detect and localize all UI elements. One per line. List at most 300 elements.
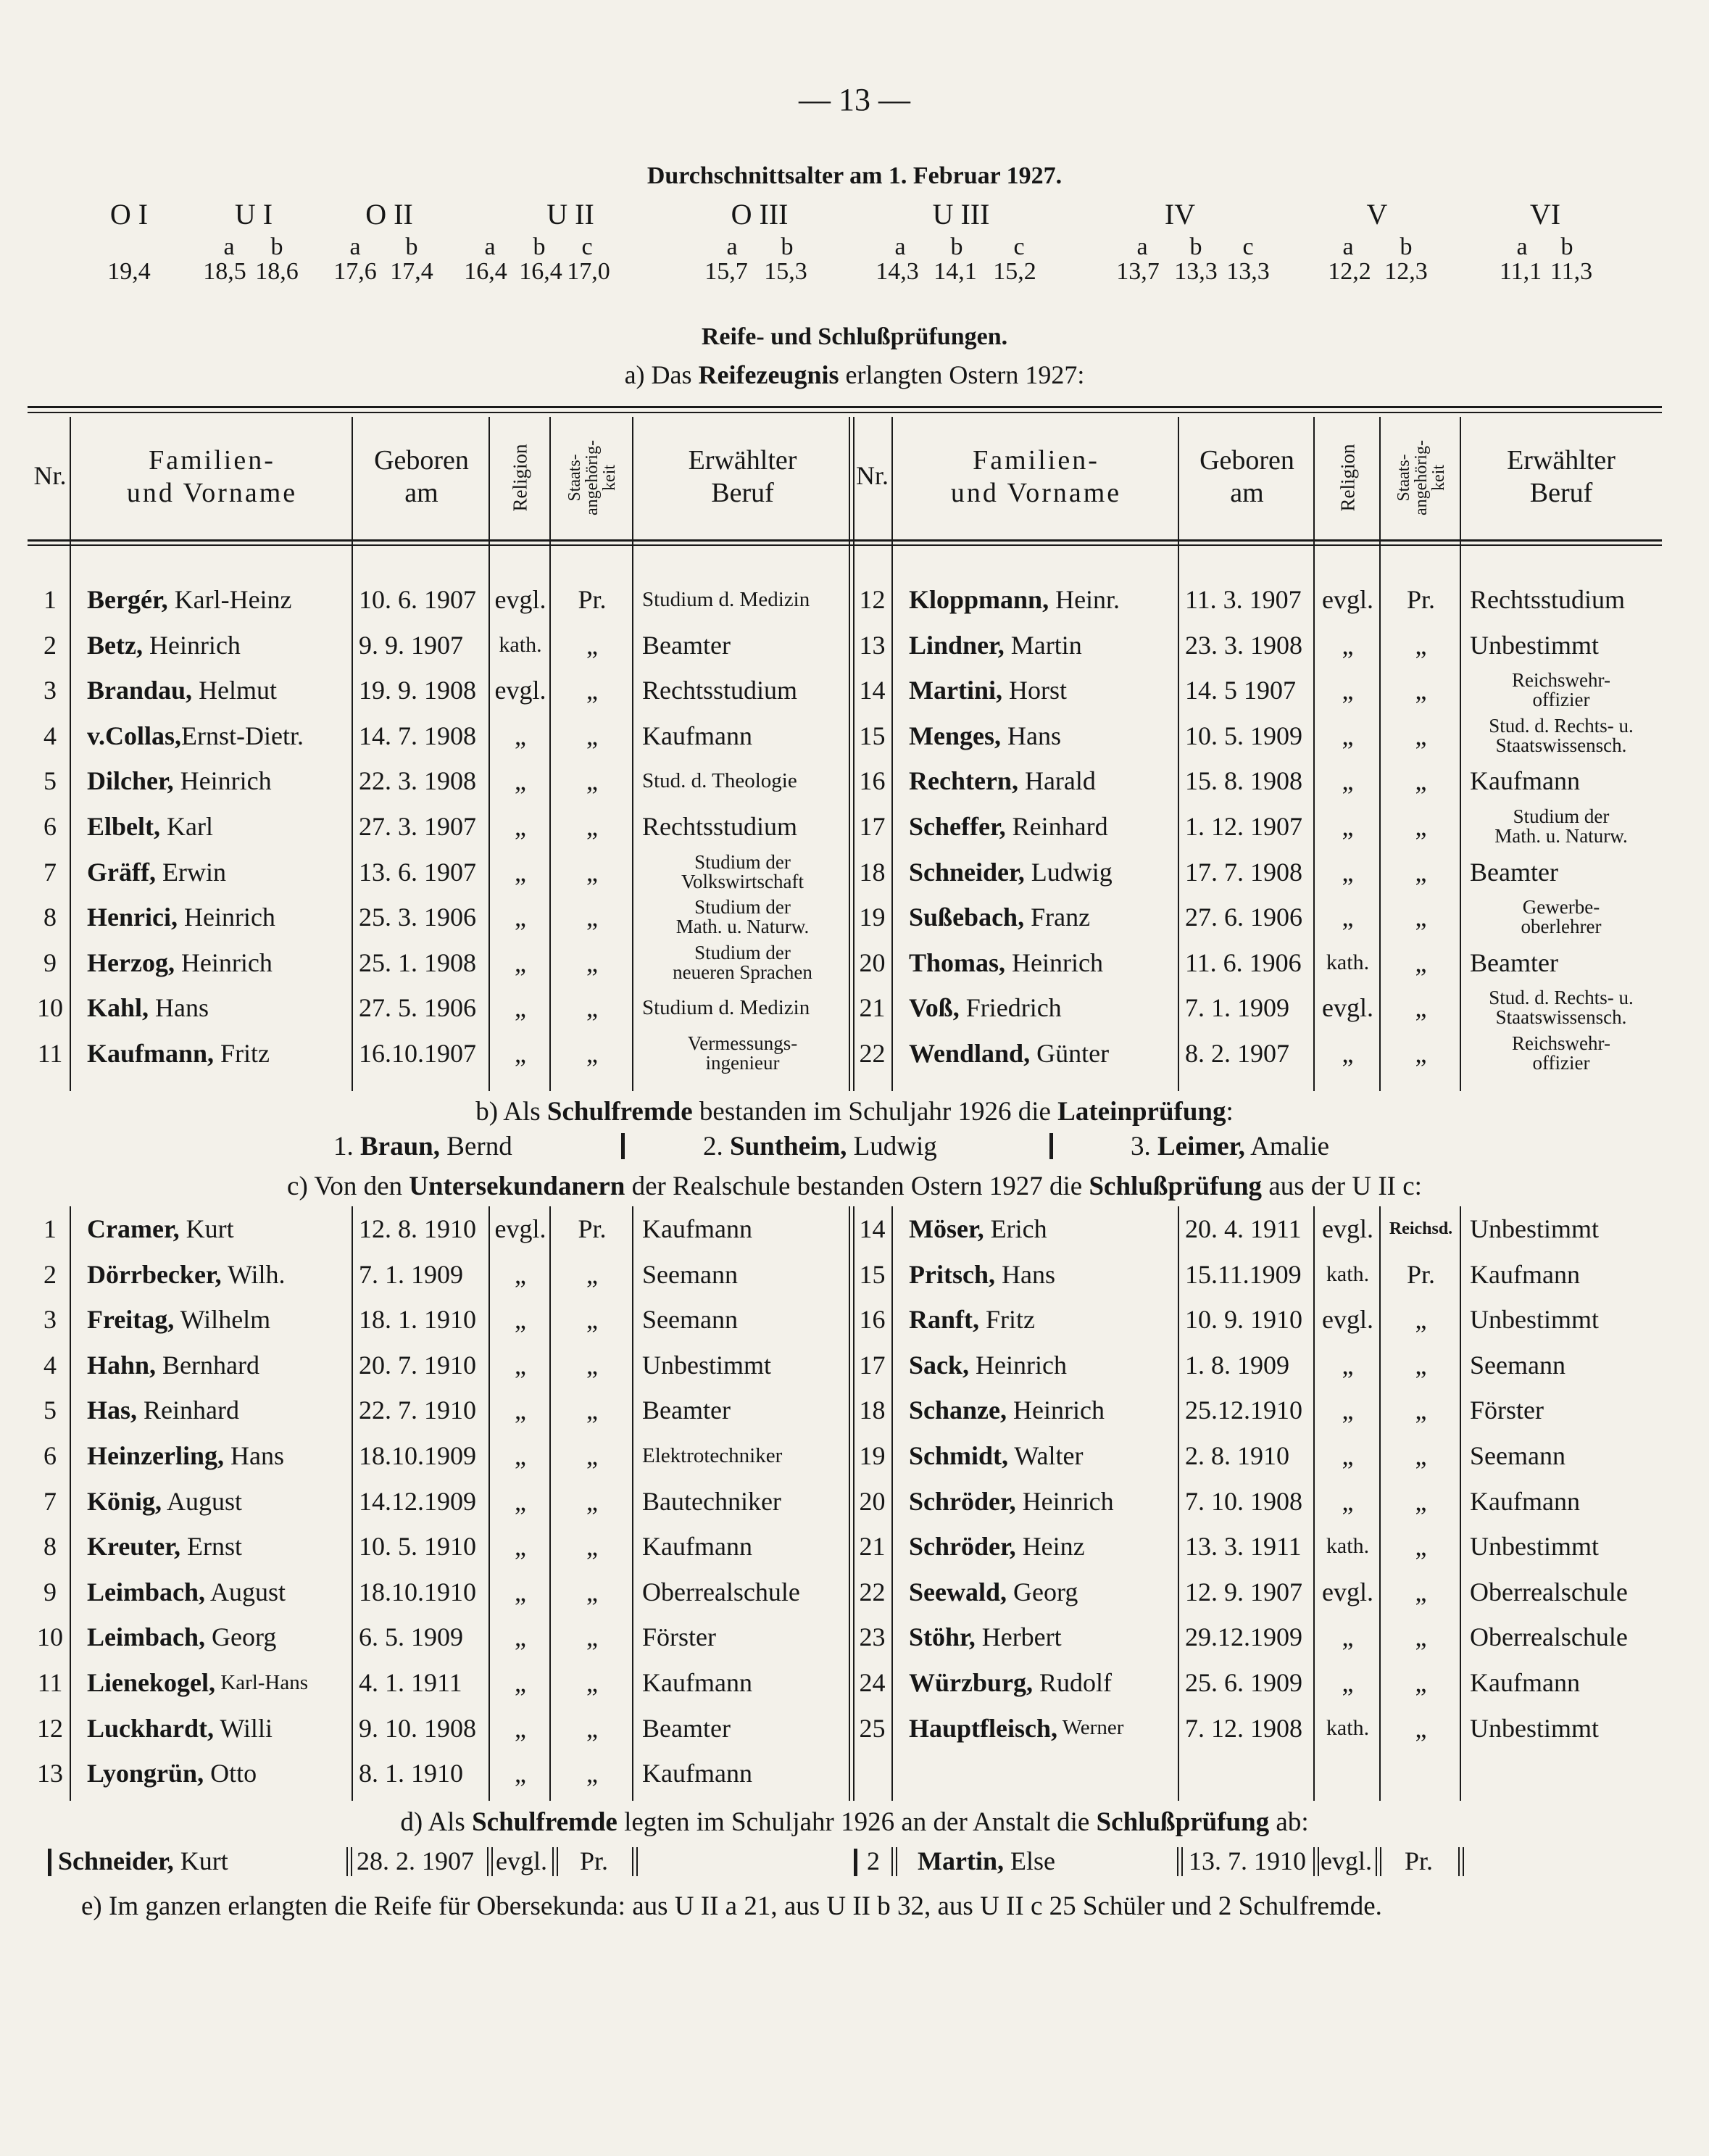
nationality: „ bbox=[586, 1622, 598, 1652]
surname: Gräff, bbox=[87, 857, 156, 887]
row-number: 18 bbox=[859, 1396, 886, 1425]
section-b-middle: bestanden im Schuljahr 1926 die bbox=[692, 1097, 1058, 1127]
religion: „ bbox=[1342, 1668, 1354, 1697]
profession-line1: Studium der bbox=[694, 941, 791, 963]
first-name: Heinrich bbox=[1005, 948, 1103, 977]
section-b-sep-1 bbox=[621, 1133, 625, 1159]
header-nationality-right bbox=[1395, 440, 1447, 515]
profession-line1: Gewerbe- bbox=[1522, 896, 1600, 919]
first-name: Karl bbox=[160, 812, 213, 841]
header-nat-line2-right: angehörig- bbox=[1411, 439, 1431, 515]
subclass-label: a bbox=[1136, 233, 1148, 260]
religion: kath. bbox=[1326, 1261, 1370, 1286]
section-d-bold2: Schlußprüfung bbox=[1096, 1807, 1270, 1837]
profession-line1: Reichswehr- bbox=[1512, 669, 1610, 692]
person-name bbox=[909, 1479, 1179, 1524]
table-row bbox=[0, 1479, 1709, 1524]
header-job-left bbox=[633, 444, 852, 510]
header-name-right bbox=[893, 444, 1179, 510]
nationality: „ bbox=[586, 721, 598, 750]
chosen-profession-text bbox=[1512, 671, 1610, 710]
nationality: „ bbox=[1415, 857, 1427, 887]
average-value: 19,4 bbox=[107, 258, 151, 285]
section-d-bar-f1 bbox=[891, 1847, 893, 1876]
row-number: 2 bbox=[43, 1259, 57, 1289]
nationality: „ bbox=[586, 857, 598, 887]
birth-date: 11. 6. 1906 bbox=[1185, 948, 1302, 977]
first-name: Georg bbox=[1007, 1577, 1078, 1606]
first-name: Hans bbox=[994, 1259, 1055, 1289]
chosen-profession: Beamter bbox=[1470, 857, 1558, 887]
chosen-profession-text bbox=[1489, 716, 1634, 755]
table-row bbox=[0, 1614, 1709, 1659]
first-name: Reinhard bbox=[1005, 812, 1108, 841]
profession-line1: Studium der bbox=[1513, 805, 1610, 827]
religion: „ bbox=[515, 1713, 526, 1743]
section-a-prefix: a) Das bbox=[624, 360, 699, 389]
table-top-rule-2 bbox=[28, 412, 1662, 413]
subclass-label: b bbox=[270, 233, 283, 260]
exams-heading: Reife- und Schlußprüfungen. bbox=[701, 323, 1008, 350]
nationality: „ bbox=[586, 1441, 598, 1470]
row-number: 21 bbox=[859, 1532, 886, 1562]
surname: Ranft, bbox=[909, 1305, 979, 1335]
birth-date: 17. 7. 1908 bbox=[1185, 857, 1302, 887]
birth-date: 25. 6. 1909 bbox=[1185, 1668, 1302, 1697]
person-name bbox=[909, 895, 1179, 940]
section-b-bold1: Schulfremde bbox=[546, 1097, 693, 1127]
birth-date: 14. 5 1907 bbox=[1185, 676, 1296, 705]
average-value: 17,0 bbox=[567, 258, 610, 285]
nationality: „ bbox=[1415, 812, 1427, 841]
section-d-r1-nat: Pr. bbox=[580, 1846, 609, 1875]
first-name: Martin bbox=[1004, 630, 1082, 660]
religion: „ bbox=[1342, 903, 1354, 932]
chosen-profession bbox=[1461, 804, 1661, 849]
religion: „ bbox=[515, 1350, 526, 1380]
nationality: „ bbox=[586, 1259, 598, 1289]
nationality: „ bbox=[586, 812, 598, 841]
religion: „ bbox=[1342, 676, 1354, 705]
section-b-p2-surname: Suntheim, bbox=[730, 1132, 847, 1161]
subclass-label: a bbox=[726, 233, 738, 260]
section-b-p2-first: Ludwig bbox=[847, 1132, 937, 1161]
row-number: 6 bbox=[43, 1441, 57, 1470]
person-name bbox=[909, 1614, 1179, 1659]
chosen-profession: Beamter bbox=[642, 1396, 731, 1425]
subclass-label: a bbox=[484, 233, 496, 260]
row-number: 3 bbox=[43, 1305, 57, 1335]
nationality: „ bbox=[1415, 676, 1427, 705]
row-number: 4 bbox=[43, 721, 57, 750]
surname: Schmidt, bbox=[909, 1441, 1009, 1470]
header-name-line1-left: Familien- bbox=[149, 444, 275, 476]
subclass-label: c bbox=[1242, 233, 1254, 260]
surname: Rechtern, bbox=[909, 766, 1018, 796]
table-row bbox=[0, 1252, 1709, 1297]
section-c-suffix: aus der U II c: bbox=[1262, 1172, 1422, 1201]
average-value: 15,7 bbox=[704, 258, 748, 285]
person-name bbox=[909, 804, 1179, 849]
subclass-label: a bbox=[1342, 233, 1354, 260]
nationality: Pr. bbox=[1406, 585, 1436, 614]
table-row bbox=[0, 1433, 1709, 1478]
chosen-profession: Seemann bbox=[1470, 1441, 1565, 1470]
nationality: „ bbox=[1415, 1668, 1427, 1697]
religion: kath. bbox=[1326, 950, 1370, 974]
section-b-p1-first: Bernd bbox=[440, 1132, 512, 1161]
section-d-r2-first: Else bbox=[1003, 1846, 1055, 1875]
person-name bbox=[909, 1031, 1179, 1076]
religion: „ bbox=[515, 1486, 526, 1516]
average-value: 15,2 bbox=[993, 258, 1036, 285]
religion: „ bbox=[515, 766, 526, 796]
section-b-sep-2 bbox=[1049, 1133, 1053, 1159]
chosen-profession: Rechtsstudium bbox=[642, 676, 797, 705]
first-name: Werner bbox=[1057, 1716, 1124, 1740]
nationality: „ bbox=[586, 1350, 598, 1380]
birth-date: 18.10.1909 bbox=[359, 1441, 476, 1470]
section-d-r2-surname: Martin, bbox=[918, 1846, 1004, 1875]
first-name: Günter bbox=[1030, 1039, 1110, 1068]
table-row bbox=[0, 1031, 1709, 1076]
table-row bbox=[0, 1206, 1709, 1251]
person-name bbox=[909, 850, 1179, 895]
religion: „ bbox=[1342, 812, 1354, 841]
chosen-profession: Oberrealschule bbox=[1470, 1622, 1628, 1652]
religion: evgl. bbox=[494, 1214, 546, 1243]
first-name: Herbert bbox=[975, 1622, 1062, 1652]
section-b-text bbox=[0, 1096, 1709, 1127]
section-b-p3-surname: Leimer, bbox=[1157, 1132, 1245, 1161]
surname: König, bbox=[87, 1486, 162, 1516]
section-a-suffix: erlangten Ostern 1927: bbox=[839, 360, 1085, 389]
chosen-profession: Seemann bbox=[642, 1305, 738, 1335]
first-name: Friedrich bbox=[959, 993, 1062, 1023]
first-name: Harald bbox=[1018, 766, 1096, 796]
chosen-profession bbox=[1461, 668, 1661, 713]
table-header-rule-2 bbox=[28, 544, 1662, 546]
nationality: „ bbox=[586, 1577, 598, 1606]
first-name: Willi bbox=[214, 1713, 273, 1743]
page-number: — 13 — bbox=[799, 82, 910, 117]
nationality: „ bbox=[1415, 766, 1427, 796]
chosen-profession: Unbestimmt bbox=[1470, 1305, 1599, 1335]
religion: „ bbox=[515, 1668, 526, 1697]
religion: „ bbox=[515, 1259, 526, 1289]
nationality: „ bbox=[586, 1396, 598, 1425]
chosen-profession bbox=[1461, 713, 1661, 758]
subclass-label: a bbox=[223, 233, 235, 260]
chosen-profession-text bbox=[1512, 1034, 1610, 1073]
chosen-profession: Förster bbox=[1470, 1396, 1544, 1425]
person-name bbox=[909, 985, 1179, 1030]
row-number: 12 bbox=[859, 585, 886, 614]
surname: Sußebach, bbox=[909, 903, 1025, 932]
class-label: O I bbox=[109, 198, 149, 231]
first-name: Heinrich bbox=[173, 766, 272, 796]
row-number: 10 bbox=[37, 993, 63, 1023]
row-number: 5 bbox=[43, 1396, 57, 1425]
subclass-label: c bbox=[581, 233, 593, 260]
surname: Würzburg, bbox=[909, 1668, 1033, 1697]
first-name: Rudolf bbox=[1033, 1668, 1113, 1697]
religion: „ bbox=[1342, 721, 1354, 750]
chosen-profession-text bbox=[1489, 988, 1634, 1027]
surname: Schneider, bbox=[909, 857, 1025, 887]
chosen-profession: Kaufmann bbox=[642, 1759, 752, 1788]
chosen-profession: Unbestimmt bbox=[1470, 1532, 1599, 1562]
section-d-text bbox=[0, 1807, 1709, 1838]
table-row bbox=[0, 577, 1709, 622]
table-row bbox=[0, 758, 1709, 803]
row-number: 15 bbox=[859, 1259, 886, 1289]
row-number: 17 bbox=[859, 812, 886, 841]
average-value: 13,7 bbox=[1116, 258, 1160, 285]
nationality: „ bbox=[586, 630, 598, 660]
birth-date: 15.11.1909 bbox=[1185, 1259, 1302, 1289]
header-religion-left: Religion bbox=[509, 444, 531, 511]
birth-date: 7. 10. 1908 bbox=[1185, 1486, 1302, 1516]
row-number: 13 bbox=[37, 1759, 63, 1788]
header-born-left bbox=[353, 444, 490, 510]
row-number: 15 bbox=[859, 721, 886, 750]
first-name: Heinrich bbox=[174, 948, 273, 977]
birth-date: 7. 12. 1908 bbox=[1185, 1713, 1302, 1743]
first-name: August bbox=[162, 1486, 243, 1516]
chosen-profession: Seemann bbox=[642, 1259, 738, 1289]
surname: Cramer, bbox=[87, 1214, 180, 1243]
birth-date: 14.12.1909 bbox=[359, 1486, 476, 1516]
header-born-line1-left: Geboren bbox=[374, 444, 469, 476]
nationality: „ bbox=[1415, 1441, 1427, 1470]
religion: „ bbox=[515, 1396, 526, 1425]
subclass-label: b bbox=[405, 233, 418, 260]
birth-date: 8. 1. 1910 bbox=[359, 1759, 463, 1788]
row-number: 17 bbox=[859, 1350, 886, 1380]
birth-date: 7. 1. 1909 bbox=[1185, 993, 1289, 1023]
class-label: U III bbox=[932, 198, 990, 231]
person-name bbox=[909, 1524, 1179, 1569]
surname: Bergér, bbox=[87, 585, 168, 614]
table-row bbox=[0, 940, 1709, 985]
religion: kath. bbox=[1326, 1715, 1370, 1740]
chosen-profession: Unbestimmt bbox=[1470, 630, 1599, 660]
birth-date: 23. 3. 1908 bbox=[1185, 630, 1302, 660]
section-d-r2-nr: 2 bbox=[867, 1846, 880, 1875]
chosen-profession: Kaufmann bbox=[1470, 766, 1580, 796]
birth-date: 14. 7. 1908 bbox=[359, 721, 476, 750]
table-row bbox=[0, 713, 1709, 758]
average-value: 17,6 bbox=[333, 258, 377, 285]
person-name bbox=[909, 577, 1179, 622]
surname: Menges, bbox=[909, 721, 1001, 750]
chosen-profession: Rechtsstudium bbox=[1470, 585, 1625, 614]
average-value: 11,1 bbox=[1499, 258, 1542, 285]
subclass-label: c bbox=[1013, 233, 1025, 260]
row-number: 1 bbox=[43, 585, 57, 614]
section-d-r1-rel: evgl. bbox=[496, 1846, 547, 1875]
section-b-p3-first: Amalie bbox=[1244, 1132, 1330, 1161]
chosen-profession: Kaufmann bbox=[642, 1668, 752, 1697]
first-name: Kurt bbox=[179, 1214, 234, 1243]
class-label: VI bbox=[1529, 198, 1561, 231]
chosen-profession: Kaufmann bbox=[1470, 1259, 1580, 1289]
birth-date: 13. 6. 1907 bbox=[359, 857, 476, 887]
section-d-bar-c2 bbox=[557, 1847, 558, 1876]
profession-line2: ingenieur bbox=[705, 1052, 780, 1074]
surname: v.Collas, bbox=[87, 721, 182, 750]
first-name: Wilh. bbox=[221, 1259, 286, 1289]
chosen-profession: Studium d. Medizin bbox=[642, 995, 810, 1019]
table-row bbox=[0, 1343, 1709, 1388]
nationality: Pr. bbox=[578, 1214, 607, 1243]
section-b-person-2 bbox=[703, 1131, 937, 1162]
header-job-line2-right: Beruf bbox=[1529, 478, 1593, 509]
first-name: Hans bbox=[223, 1441, 284, 1470]
section-b-p2-nr: 2. bbox=[703, 1132, 723, 1161]
header-name-line2-left: und Vorname bbox=[126, 478, 298, 509]
row-number: 10 bbox=[37, 1622, 63, 1652]
surname: Brandau, bbox=[87, 676, 193, 705]
surname: Heinzerling, bbox=[87, 1441, 224, 1470]
chosen-profession: Oberrealschule bbox=[1470, 1577, 1628, 1606]
section-b-p1-surname: Braun, bbox=[360, 1132, 441, 1161]
average-age-heading: Durchschnittsalter am 1. Februar 1927. bbox=[646, 162, 1063, 189]
birth-date: 4. 1. 1911 bbox=[359, 1668, 462, 1697]
religion: „ bbox=[515, 857, 526, 887]
first-name: Heinrich bbox=[1015, 1486, 1114, 1516]
header-name-left bbox=[71, 444, 353, 510]
person-name bbox=[909, 623, 1179, 668]
first-name: Heinrich bbox=[177, 903, 275, 932]
religion: „ bbox=[515, 1532, 526, 1562]
table-row bbox=[0, 1706, 1709, 1751]
chosen-profession: Kaufmann bbox=[1470, 1668, 1580, 1697]
row-number: 18 bbox=[859, 857, 886, 887]
row-number: 12 bbox=[37, 1713, 63, 1743]
birth-date: 8. 2. 1907 bbox=[1185, 1039, 1289, 1068]
row-number: 19 bbox=[859, 1441, 886, 1470]
religion: „ bbox=[1342, 857, 1354, 887]
chosen-profession: Beamter bbox=[642, 630, 731, 660]
profession-line2: neueren Sprachen bbox=[673, 961, 812, 983]
subclass-label: b bbox=[1189, 233, 1202, 260]
birth-date: 10. 9. 1910 bbox=[1185, 1305, 1302, 1335]
section-d-bar-h2 bbox=[1318, 1847, 1319, 1876]
header-nationality-left bbox=[566, 440, 618, 515]
birth-date: 12. 8. 1910 bbox=[359, 1214, 476, 1243]
average-value: 12,3 bbox=[1384, 258, 1428, 285]
surname: Kloppmann, bbox=[909, 585, 1049, 614]
section-d-bar-h1 bbox=[1313, 1847, 1315, 1876]
row-number: 3 bbox=[43, 676, 57, 705]
subclass-label: a bbox=[894, 233, 906, 260]
profession-line2: offizier bbox=[1532, 689, 1590, 711]
section-d-bar-d2 bbox=[636, 1847, 638, 1876]
surname: Kreuter, bbox=[87, 1532, 180, 1562]
first-name: Ludwig bbox=[1024, 857, 1113, 887]
section-b-p3-nr: 3. bbox=[1131, 1132, 1151, 1161]
first-name: Reinhard bbox=[137, 1396, 239, 1425]
nationality: „ bbox=[1415, 1396, 1427, 1425]
surname: Leimbach, bbox=[87, 1577, 206, 1606]
row-number: 5 bbox=[43, 766, 57, 796]
first-name: Ernst bbox=[180, 1532, 242, 1562]
chosen-profession: Oberrealschule bbox=[642, 1577, 800, 1606]
person-name bbox=[909, 940, 1179, 985]
table-row bbox=[0, 1388, 1709, 1433]
person-name bbox=[909, 668, 1179, 713]
first-name: August bbox=[205, 1577, 286, 1606]
table-row bbox=[0, 668, 1709, 713]
chosen-profession: Förster bbox=[642, 1622, 716, 1652]
section-d-bold1: Schulfremde bbox=[472, 1807, 618, 1837]
chosen-profession bbox=[1461, 985, 1661, 1030]
nationality: „ bbox=[586, 1759, 598, 1788]
chosen-profession-text bbox=[1494, 807, 1627, 846]
average-value: 13,3 bbox=[1174, 258, 1218, 285]
section-a-text bbox=[0, 360, 1709, 390]
religion: „ bbox=[1342, 766, 1354, 796]
surname: Pritsch, bbox=[909, 1259, 995, 1289]
profession-line2: Volkswirtschaft bbox=[681, 870, 804, 892]
row-number: 7 bbox=[43, 857, 57, 887]
row-number: 7 bbox=[43, 1486, 57, 1516]
birth-date: 22. 3. 1908 bbox=[359, 766, 476, 796]
first-name: Fritz bbox=[979, 1305, 1035, 1335]
religion: evgl. bbox=[494, 585, 546, 614]
row-number: 25 bbox=[859, 1713, 886, 1743]
row-number: 6 bbox=[43, 812, 57, 841]
section-d-bar-a2 bbox=[351, 1847, 352, 1876]
surname: Elbelt, bbox=[87, 812, 161, 841]
section-b-person-3 bbox=[1131, 1131, 1329, 1162]
birth-date: 18. 1. 1910 bbox=[359, 1305, 476, 1335]
first-name: Hans bbox=[149, 993, 209, 1023]
nationality: „ bbox=[1415, 1622, 1427, 1652]
surname: Herzog, bbox=[87, 948, 175, 977]
section-d-person-2 bbox=[918, 1846, 1055, 1876]
row-number: 8 bbox=[43, 1532, 57, 1562]
nationality: „ bbox=[1415, 630, 1427, 660]
birth-date: 1. 12. 1907 bbox=[1185, 812, 1302, 841]
section-d-bar-b1 bbox=[487, 1847, 488, 1876]
religion: evgl. bbox=[494, 676, 546, 705]
surname: Lindner, bbox=[909, 630, 1005, 660]
section-d-leading-bar bbox=[48, 1849, 51, 1876]
table-row bbox=[0, 850, 1709, 895]
section-d-middle: legten im Schuljahr 1926 an der Anstalt die bbox=[617, 1807, 1097, 1837]
class-label: V bbox=[1366, 198, 1388, 231]
religion: „ bbox=[515, 948, 526, 977]
profession-line2: Staatswissensch. bbox=[1495, 1006, 1627, 1029]
row-number: 16 bbox=[859, 766, 886, 796]
row-number: 23 bbox=[859, 1622, 886, 1652]
chosen-profession: Elektrotechniker bbox=[642, 1443, 783, 1467]
row-number: 9 bbox=[43, 948, 57, 977]
surname: Wendland, bbox=[909, 1039, 1031, 1068]
profession-line2: oberlehrer bbox=[1521, 916, 1602, 938]
nationality: „ bbox=[586, 1532, 598, 1562]
birth-date: 9. 10. 1908 bbox=[359, 1713, 476, 1743]
religion: „ bbox=[515, 1039, 526, 1068]
person-name bbox=[909, 1570, 1179, 1614]
religion: „ bbox=[1342, 1396, 1354, 1425]
row-number: 2 bbox=[43, 630, 57, 660]
section-e-text: e) Im ganzen erlangten die Reife für Obersekunda: aus U II a 21, aus U II b 32, aus U II c 25 Schüler und 2 Schulfremde. bbox=[81, 1891, 1382, 1921]
profession-line1: Reichswehr- bbox=[1512, 1032, 1610, 1054]
